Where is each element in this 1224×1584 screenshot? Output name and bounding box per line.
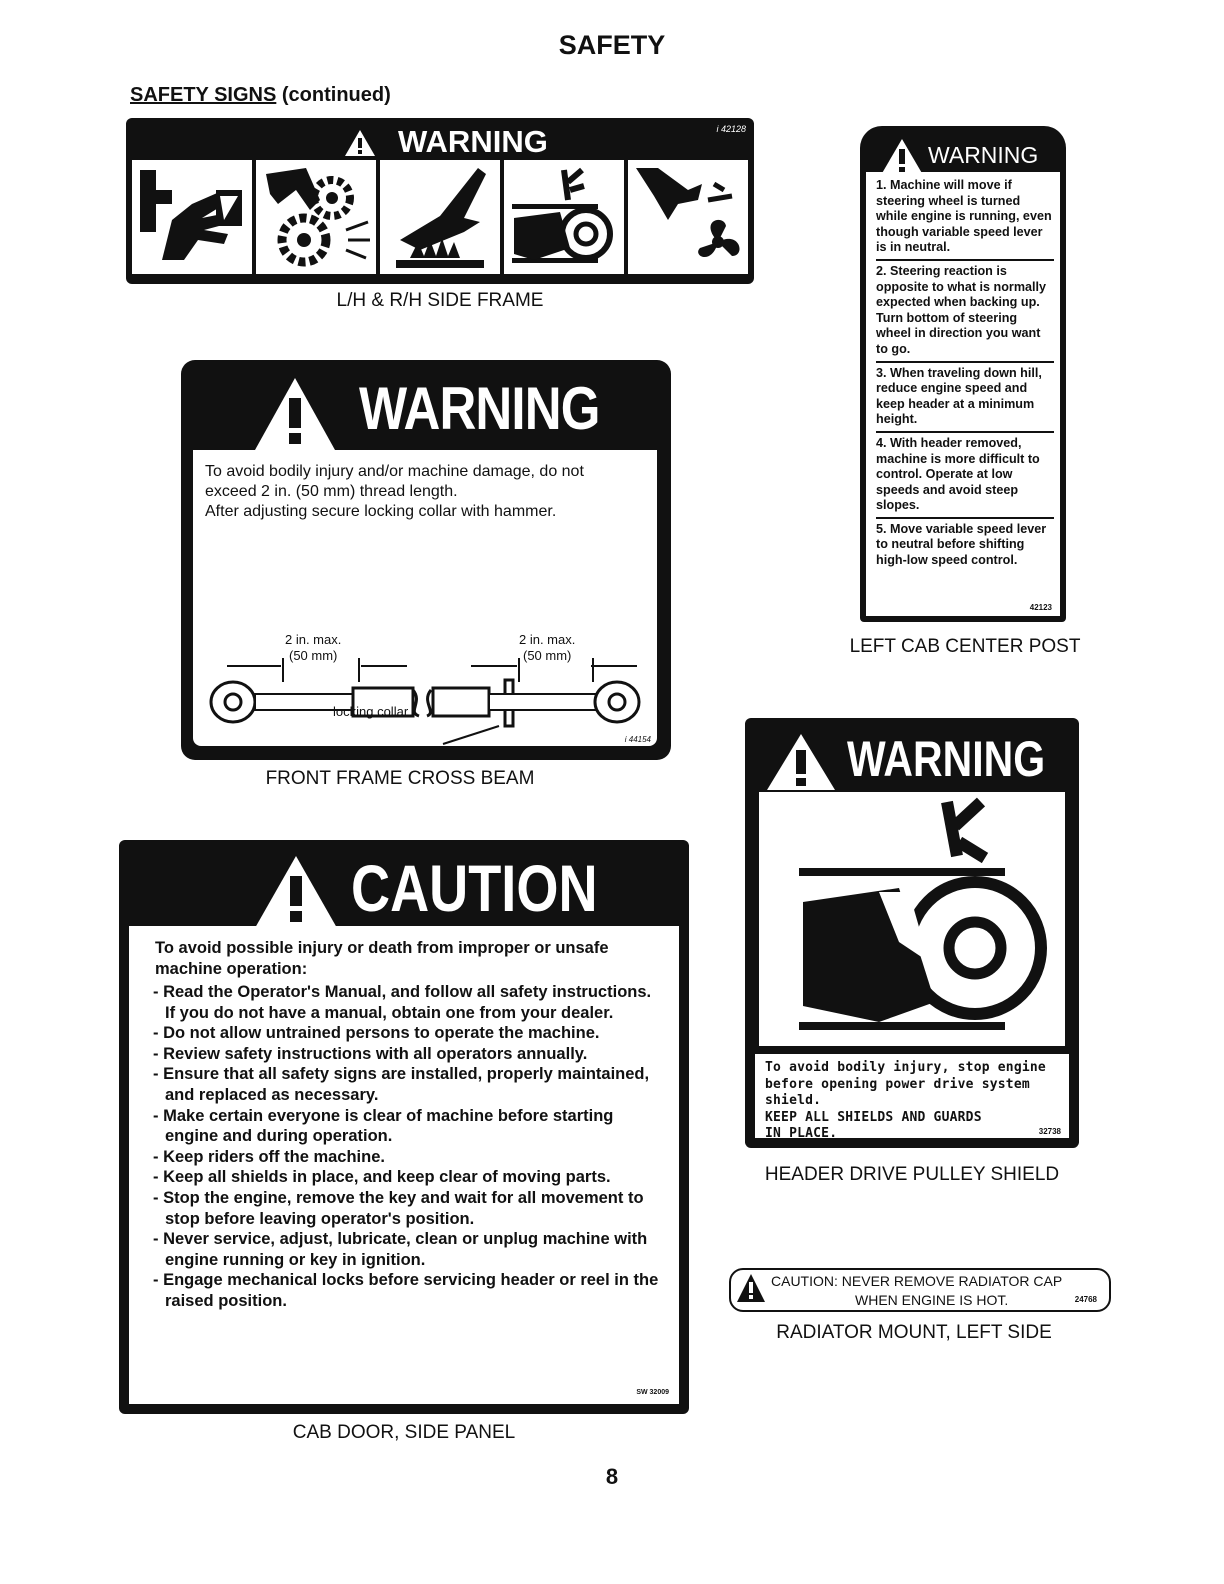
decal-cab-post-header: [860, 134, 1066, 174]
decal-cab-door-header-text: CAUTION: [351, 851, 598, 925]
tie-rod-drawing: [193, 672, 657, 752]
belt-pulley-entanglement-icon: [759, 792, 1065, 1046]
locking-collar-label: locking collar: [333, 704, 409, 719]
decal-code: SW 32009: [636, 1389, 669, 1396]
decal-header-drive-header-text: WARNING: [847, 731, 1046, 787]
warning-triangle-icon: [253, 854, 339, 930]
decal-front-frame: [181, 360, 671, 760]
decal-front-frame-header: [181, 370, 671, 454]
decal-cab-door-list: [153, 982, 659, 1312]
decal-code: 32738: [1038, 1127, 1061, 1136]
decal-code: i 44154: [624, 735, 651, 744]
list-item: - Keep riders off the machine.: [153, 1147, 659, 1168]
decal-side-frame-header: [126, 122, 754, 158]
section-heading-continued: (continued): [276, 84, 391, 106]
decal-radiator: [729, 1268, 1111, 1312]
hot-surface-icon: [380, 160, 500, 274]
list-item: 4. With header removed, machine is more difficult to control. Operate at low speeds and avoid steep slopes.: [876, 436, 1054, 519]
decal-cab-door-intro: To avoid possible injury or death from improper or unsafe machine operation:: [155, 939, 609, 978]
hand-crush-icon: [132, 160, 252, 274]
list-item: 5. Move variable speed lever to neutral before shifting high-low speed control.: [876, 521, 1047, 568]
list-item: - Never service, adjust, lubricate, clean or unplug machine with engine running or key in ignition.: [153, 1229, 659, 1270]
dimension-label-right: 2 in. max. (50 mm): [519, 632, 576, 663]
decal-code: 24768: [1074, 1295, 1097, 1304]
decal-header-drive-header: [745, 726, 1079, 792]
page-title: SAFETY: [558, 30, 666, 60]
decal-cab-post-header-text: WARNING: [928, 142, 1039, 168]
decal-cab-door: [119, 840, 689, 1414]
page-number: 8: [605, 1464, 619, 1489]
decal-header-drive-text: To avoid bodily injury, stop engine before opening power drive system shield. KEEP ALL SHIELDS AND GUARDS IN PLACE.: [755, 1054, 1069, 1138]
decal-code: 42123: [1029, 603, 1052, 612]
fan-blade-icon: [628, 160, 748, 274]
decal-radiator-line2: WHEN ENGINE IS HOT.: [855, 1292, 1009, 1308]
decal-radiator-line1: CAUTION: NEVER REMOVE RADIATOR CAP: [771, 1273, 1063, 1289]
decal-caption: CAB DOOR, SIDE PANEL: [292, 1422, 516, 1443]
warning-triangle-icon: [736, 1273, 766, 1303]
section-heading-underlined: SAFETY SIGNS: [130, 84, 277, 106]
list-item: - Keep all shields in place, and keep clear of moving parts.: [153, 1167, 659, 1188]
decal-caption: HEADER DRIVE PULLEY SHIELD: [764, 1164, 1060, 1185]
list-item: - Engage mechanical locks before servicing header or reel in the raised position.: [153, 1270, 659, 1311]
decal-caption: RADIATOR MOUNT, LEFT SIDE: [776, 1322, 1052, 1343]
decal-side-frame: [126, 118, 754, 284]
decal-header-drive: [745, 718, 1079, 1148]
list-item: 3. When traveling down hill, reduce engine speed and keep header at a minimum height.: [876, 366, 1054, 433]
decal-caption: L/H & R/H SIDE FRAME: [336, 290, 544, 311]
decal-front-frame-header-text: WARNING: [359, 375, 600, 442]
list-item: 1. Machine will move if steering wheel is turned while engine is running, even though variable speed lever is in neutral.: [876, 178, 1054, 261]
warning-triangle-icon: [880, 138, 924, 176]
tie-rod-diagram: [193, 562, 657, 682]
dimension-label-left: 2 in. max. (50 mm): [285, 632, 342, 663]
list-item: - Stop the engine, remove the key and wait for all movement to stop before leaving operator's position.: [153, 1188, 659, 1229]
list-item: - Make certain everyone is clear of machine before starting engine and during operation.: [153, 1106, 659, 1147]
belt-pulley-entanglement-icon: [504, 160, 624, 274]
list-item: - Ensure that all safety signs are installed, properly maintained, and replaced as necessary.: [153, 1064, 659, 1105]
warning-triangle-icon: [344, 129, 376, 157]
decal-front-frame-text: To avoid bodily injury and/or machine damage, do not exceed 2 in. (50 mm) thread length. After adjusting secure locking collar with hammer.: [205, 463, 584, 520]
decal-caption: FRONT FRAME CROSS BEAM: [265, 768, 535, 789]
decal-cab-post-list: [866, 172, 1060, 572]
decal-cab-door-header: [119, 846, 689, 928]
list-item: - Do not allow untrained persons to operate the machine.: [153, 1023, 659, 1044]
decal-caption: LEFT CAB CENTER POST: [849, 636, 1081, 657]
decal-side-frame-header-text: WARNING: [398, 124, 548, 159]
decal-code: i 42128: [716, 124, 746, 134]
list-item: 2. Steering reaction is opposite to what is normally expected when backing up. Turn bottom of steering wheel in direction you want to go.: [876, 264, 1054, 363]
section-heading: [130, 84, 391, 107]
list-item: - Review safety instructions with all operators annually.: [153, 1044, 659, 1065]
list-item: - Read the Operator's Manual, and follow all safety instructions. If you do not have a manual, obtain one from your dealer.: [153, 982, 659, 1023]
gear-entanglement-icon: [256, 160, 376, 274]
warning-triangle-icon: [765, 732, 837, 792]
warning-triangle-icon: [253, 376, 337, 452]
decal-cab-post: [860, 126, 1066, 622]
